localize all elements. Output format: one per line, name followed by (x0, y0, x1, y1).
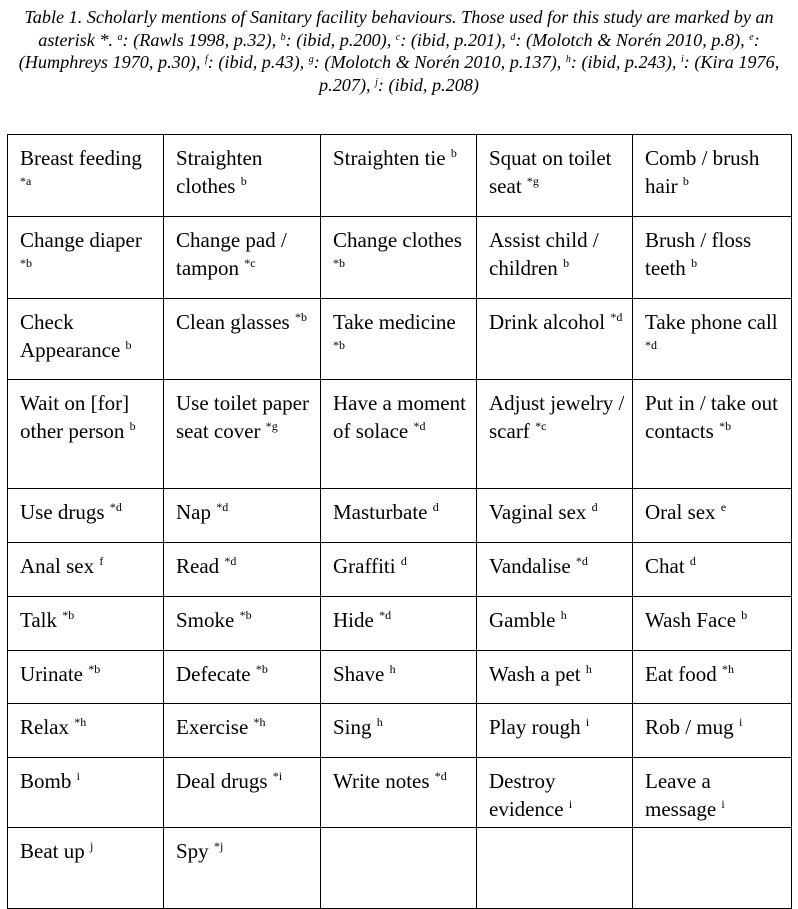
behaviour-label: Brush / floss teeth (645, 228, 752, 280)
source-mark: *d (575, 554, 588, 568)
reference-citation: : (ibid, p.201), (400, 29, 511, 50)
source-mark: b (682, 173, 689, 188)
behaviour-label: Bomb (20, 769, 77, 793)
behaviour-label: Graffiti (333, 554, 401, 578)
table-row (8, 828, 792, 909)
table-cell (477, 704, 633, 758)
source-mark: *j (213, 839, 224, 853)
source-mark: f (99, 554, 104, 568)
behaviour-label: Exercise (176, 715, 254, 739)
source-mark: *d (413, 418, 426, 433)
table-cell (164, 135, 321, 217)
behaviour-label: Destroy evidence (489, 769, 569, 821)
behaviour-label: Comb / brush hair (645, 146, 760, 198)
reference-mark: h (565, 54, 571, 65)
source-mark: d (400, 554, 407, 568)
behaviour-label: Urinate (20, 662, 89, 686)
table-cell (477, 758, 633, 828)
reference-citation: : (Rawls 1998, p.32), (122, 29, 281, 50)
source-mark: h (376, 715, 383, 729)
table-cell (321, 489, 477, 543)
table-cell (633, 217, 792, 299)
reference-citation: : (ibid, p.43), (207, 52, 309, 72)
source-mark: *b (719, 418, 732, 433)
table-cell (477, 597, 633, 651)
behaviour-label: Drink alcohol (489, 310, 611, 334)
table-cell (164, 543, 321, 597)
table-row (8, 597, 792, 651)
reference-mark: c (395, 31, 401, 43)
behaviour-label: Chat (645, 554, 690, 578)
table-cell (321, 380, 477, 489)
behaviour-label: Talk (20, 608, 63, 632)
source-mark: *d (645, 337, 657, 352)
reference-mark: b (280, 31, 286, 43)
caption-title: Table 1. Scholarly mentions of Sanitary facility behaviours. Those used for this study are marked by an asterisk *. (24, 7, 774, 50)
behaviour-label: Oral sex (645, 500, 721, 524)
behaviour-label: Take phone call (645, 310, 778, 334)
table-cell (321, 543, 477, 597)
table-cell (633, 704, 792, 758)
source-mark: *c (535, 418, 547, 433)
source-mark: *b (62, 608, 75, 622)
reference-citation: : (Molotch & Norén 2010, p.137), (313, 52, 566, 72)
table-cell (8, 704, 164, 758)
source-mark: d (689, 554, 696, 568)
behaviour-label: Straighten tie (333, 146, 451, 170)
table-cell (633, 651, 792, 704)
behaviour-label: Read (176, 554, 225, 578)
behaviour-label: Have a moment of solace (333, 391, 466, 443)
table-cell (8, 299, 164, 380)
table-cell (321, 299, 477, 380)
behaviour-label: Breast feeding (20, 146, 142, 170)
table-caption (8, 6, 790, 96)
behaviours-table-body (8, 135, 792, 909)
reference-citation: : (Kira 1976, p.207), (319, 52, 780, 95)
table-cell (164, 758, 321, 828)
source-mark: *h (74, 715, 87, 729)
table-row (8, 651, 792, 704)
table-cell (477, 299, 633, 380)
reference-citation: : (ibid, p.200), (285, 29, 396, 50)
table-cell (8, 651, 164, 704)
table-cell (164, 828, 321, 909)
behaviour-label: Adjust jewelry / scarf (489, 391, 625, 443)
table-cell (321, 651, 477, 704)
table-cell (164, 651, 321, 704)
behaviour-label: Shave (333, 662, 390, 686)
table-cell (477, 380, 633, 489)
behaviour-label: Vandalise (489, 554, 576, 578)
source-mark: *h (253, 715, 266, 729)
reference-citation: : (Molotch & Norén 2010, p.8), (515, 29, 750, 50)
behaviour-label: Use drugs (20, 500, 110, 524)
reference-mark: d (510, 31, 516, 43)
source-mark: *d (224, 554, 237, 568)
table-row (8, 704, 792, 758)
behaviour-label: Wait on [for] other person (20, 391, 130, 443)
table-cell (477, 489, 633, 543)
reference-mark: e (749, 31, 754, 43)
source-mark: d (432, 500, 439, 514)
table-row (8, 217, 792, 299)
reference-citation: : (Humphreys 1970, p.30), (18, 29, 760, 72)
source-mark: *b (20, 255, 32, 270)
table-row (8, 299, 792, 380)
source-mark: *b (294, 310, 307, 324)
behaviour-label: Smoke (176, 608, 240, 632)
behaviour-label: Sing (333, 715, 377, 739)
source-mark: b (563, 255, 570, 270)
behaviour-label: Beat up (20, 839, 90, 863)
source-mark: i (76, 769, 80, 783)
table-cell (633, 135, 792, 217)
table-row (8, 135, 792, 217)
behaviour-label: Anal sex (20, 554, 100, 578)
table-row (8, 543, 792, 597)
table-cell (321, 758, 477, 828)
behaviour-label: Vaginal sex (489, 500, 592, 524)
source-mark: j (89, 839, 94, 853)
table-cell (477, 543, 633, 597)
behaviour-label: Defecate (176, 662, 256, 686)
source-mark: *a (20, 173, 32, 188)
source-mark: *g (526, 173, 539, 188)
table-row (8, 380, 792, 489)
behaviour-label: Wash a pet (489, 662, 586, 686)
behaviour-label: Clean glasses (176, 310, 295, 334)
reference-mark: i (680, 54, 684, 65)
source-mark: b (741, 608, 748, 622)
table-cell (164, 597, 321, 651)
behaviour-label: Leave a message (645, 769, 722, 821)
source-mark: *b (333, 255, 345, 270)
behaviour-label: Put in / take out contacts (645, 391, 778, 443)
table-cell (477, 217, 633, 299)
table-cell (321, 828, 477, 909)
behaviour-label: Write notes (333, 769, 435, 793)
table-cell (633, 299, 792, 380)
table-cell (477, 651, 633, 704)
table-cell (8, 758, 164, 828)
behaviour-label: Use toilet paper seat cover (176, 391, 309, 443)
behaviour-label: Change diaper (20, 228, 142, 252)
table-cell (633, 597, 792, 651)
behaviour-label: Straighten clothes (176, 146, 263, 198)
table-cell (321, 217, 477, 299)
source-mark: *d (434, 769, 447, 783)
source-mark: *b (239, 608, 252, 622)
table-cell (477, 135, 633, 217)
reference-mark: a (117, 31, 123, 43)
table-cell (8, 380, 164, 489)
table-cell (164, 299, 321, 380)
source-mark: b (240, 173, 247, 188)
behaviour-label: Change pad / tampon (176, 228, 287, 280)
source-mark: *c (244, 255, 256, 270)
source-mark: i (721, 796, 725, 811)
table-cell (164, 704, 321, 758)
behaviour-label: Take medicine (333, 310, 456, 334)
source-mark: *b (333, 337, 345, 352)
source-mark: *d (109, 500, 122, 514)
behaviour-label: Wash Face (645, 608, 742, 632)
table-cell (164, 489, 321, 543)
source-mark: i (738, 715, 743, 729)
reference-mark: g (308, 54, 314, 65)
source-mark: i (585, 715, 590, 729)
behaviour-label: Assist child / children (489, 228, 599, 280)
source-mark: b (129, 418, 136, 433)
source-mark: *d (216, 500, 229, 514)
table-cell (8, 543, 164, 597)
table-cell (633, 828, 792, 909)
table-cell (8, 597, 164, 651)
table-cell (633, 489, 792, 543)
table-cell (164, 380, 321, 489)
source-mark: b (125, 337, 132, 352)
behaviour-label: Spy (176, 839, 214, 863)
source-mark: e (720, 500, 727, 514)
behaviour-label: Squat on toilet seat (489, 146, 612, 198)
table-cell (321, 135, 477, 217)
behaviour-label: Change clothes (333, 228, 462, 252)
reference-mark: j (375, 76, 378, 88)
source-mark: *i (272, 769, 283, 783)
behaviour-label: Relax (20, 715, 75, 739)
source-mark: h (585, 662, 592, 676)
source-mark: b (691, 255, 698, 270)
reference-mark: f (204, 54, 208, 65)
table-cell (633, 758, 792, 828)
table-cell (164, 217, 321, 299)
reference-citation: : (ibid, p.243), (570, 52, 681, 72)
source-mark: h (389, 662, 396, 676)
table-cell (8, 828, 164, 909)
source-mark: *d (379, 608, 392, 622)
table-cell (477, 828, 633, 909)
behaviour-label: Gamble (489, 608, 561, 632)
source-mark: *h (721, 662, 734, 676)
table-cell (633, 543, 792, 597)
source-mark: *b (255, 662, 268, 676)
table-cell (8, 217, 164, 299)
source-mark: i (568, 796, 573, 811)
behaviour-label: Hide (333, 608, 380, 632)
table-cell (321, 704, 477, 758)
behaviour-label: Deal drugs (176, 769, 273, 793)
behaviour-label: Play rough (489, 715, 586, 739)
source-mark: h (560, 608, 567, 622)
source-mark: *b (88, 662, 101, 676)
table-row (8, 489, 792, 543)
behaviour-label: Check Appearance (20, 310, 126, 362)
caption-references (19, 30, 780, 95)
source-mark: *g (265, 418, 278, 433)
table-row (8, 758, 792, 828)
behaviour-label: Masturbate (333, 500, 433, 524)
behaviour-label: Rob / mug (645, 715, 739, 739)
source-mark: d (591, 500, 598, 514)
behaviour-label: Eat food (645, 662, 722, 686)
table-cell (8, 135, 164, 217)
source-mark: b (450, 146, 457, 160)
source-mark: *d (610, 310, 623, 324)
behaviours-table (7, 134, 792, 909)
behaviour-label: Nap (176, 500, 217, 524)
table-cell (633, 380, 792, 489)
table-cell (8, 489, 164, 543)
table-cell (321, 597, 477, 651)
reference-citation: : (ibid, p.208) (377, 74, 479, 95)
